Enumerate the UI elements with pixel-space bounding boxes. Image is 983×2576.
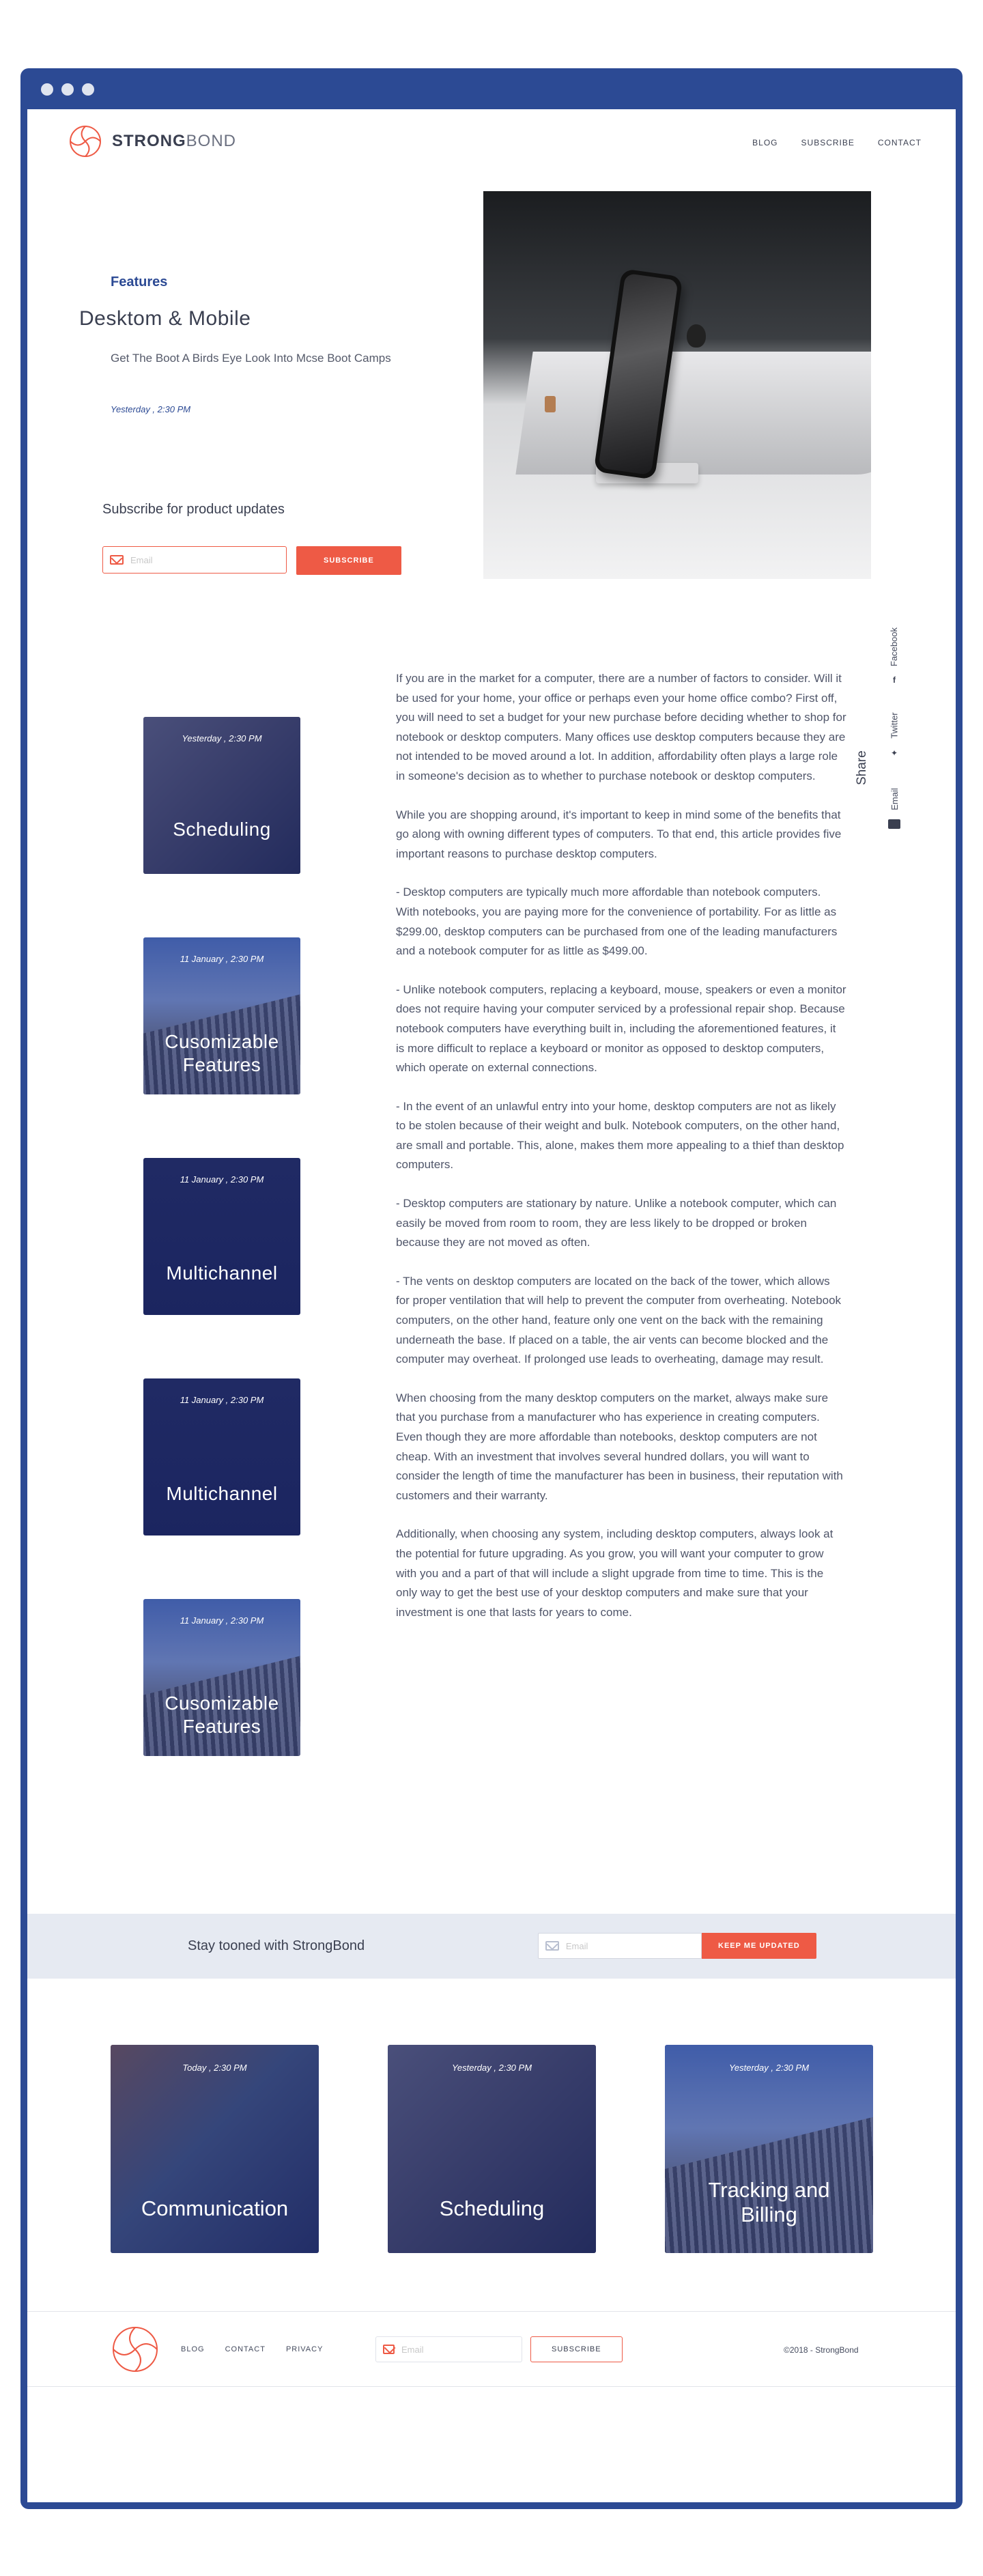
window-close-dot[interactable] [41, 83, 53, 96]
side-card-5[interactable] [143, 1599, 300, 1756]
brand-name: STRONGBOND [112, 132, 237, 150]
newsletter-form [538, 1933, 816, 1959]
card-title: Tracking and Billing [708, 2178, 830, 2226]
newsletter-email-field[interactable] [538, 1933, 702, 1959]
twitter-icon: ✦ [890, 748, 898, 758]
bottom-card-1[interactable] [111, 2045, 319, 2253]
article-paragraph: Additionally, when choosing any system, including desktop computers, always look at the potential for future upgrading. As you grow, you will want your computer to grow with you and a part of that will include a slight upgrade from time to time. This is the only way to get the best use of your desktop computers and make sure that your investment is one that lasts for years to come. [396, 1527, 834, 1619]
share-facebook-label: Facebook [889, 627, 900, 667]
apple-logo-shape [687, 324, 706, 348]
brand-logo[interactable] [68, 124, 236, 158]
article-paragraph: - The vents on desktop computers are located on the back of the tower, which allows for proper ventilation that will help to prevent the computer from overheating. Notebook computers, on the other hand, feature only one vent on the back with the remaining underneath the base. If placed on a table, the air vents can become blocked and the computer may overheat. If prolonged use leads to overheating, damage may result. [396, 1274, 842, 1366]
nav-contact[interactable]: CONTACT [877, 138, 922, 147]
side-card-2[interactable] [143, 937, 300, 1094]
footer-divider-top [27, 2311, 956, 2312]
share-facebook[interactable] [853, 621, 935, 685]
newsletter-band [27, 1914, 956, 1979]
footer-nav-privacy[interactable]: PRIVACY [285, 2345, 324, 2353]
hero-description: Get The Boot A Birds Eye Look Into Mcse Boot Camps [111, 352, 391, 365]
hero-image [483, 191, 871, 579]
browser-window [20, 68, 963, 2509]
card-title: Multichannel [166, 1262, 278, 1284]
article-paragraph: If you are in the market for a computer, there are a number of factors to consider. Will it be used for your home, your office or perhaps even your home office combo? First off, you will need to set a budget for your new purchase before deciding whether to shop for notebook or desktop computers. Many offices use desktop computers because they are not intended to be moved around a lot. In addition, affordability often plays a large role in someone's decision as to whether to purchase notebook or desktop computers. [396, 672, 846, 782]
newsletter-email-input[interactable] [566, 1941, 701, 1951]
window-minimize-dot[interactable] [61, 83, 74, 96]
nav-blog[interactable]: BLOG [752, 138, 778, 147]
share-twitter[interactable] [853, 707, 935, 758]
card-date: 11 January , 2:30 PM [180, 954, 264, 964]
card-date: Yesterday , 2:30 PM [728, 2063, 810, 2073]
article-paragraph: When choosing from the many desktop computers on the market, always make sure that you purchase from a manufacturer who has experience in creating computers. Even though they are more affordable than notebooks, desktop computers are not cheap. With an investment that involves several hundred dollars, you will want to consider the length of time the manufacturer has been in business, their reputation with customers and their warranty. [396, 1391, 843, 1502]
keep-me-updated-button[interactable]: KEEP ME UPDATED [702, 1933, 816, 1959]
footer-subscribe-button[interactable]: SUBSCRIBE [530, 2336, 623, 2362]
card-title: Cusomizable Features [165, 1693, 279, 1737]
share-email[interactable] [853, 782, 935, 829]
facebook-icon: f [893, 675, 896, 685]
subscribe-label: Subscribe for product updates [102, 502, 285, 517]
card-title: Scheduling [439, 2196, 545, 2220]
window-controls [41, 83, 94, 96]
share-twitter-label: Twitter [889, 712, 900, 739]
card-overlay [111, 2045, 319, 2253]
logo-icon [68, 124, 102, 158]
footer-nav-contact[interactable]: CONTACT [225, 2345, 266, 2353]
side-card-3[interactable] [143, 1158, 300, 1315]
mail-icon [110, 555, 124, 565]
newsletter-label: Stay tooned with StrongBond [188, 1938, 365, 1953]
card-date: 11 January , 2:30 PM [180, 1174, 264, 1185]
mail-icon [383, 2345, 395, 2354]
hero-title: Desktom & Mobile [79, 307, 251, 330]
imac-stand-shape [515, 352, 871, 475]
article-body [396, 669, 846, 1641]
footer-email-field[interactable] [375, 2336, 522, 2362]
hero-date: Yesterday , 2:30 PM [111, 404, 191, 414]
card-date: 11 January , 2:30 PM [180, 1615, 264, 1626]
subscribe-email-input[interactable] [130, 555, 267, 565]
footer-nav-blog[interactable]: BLOG [181, 2345, 205, 2353]
footer-subscribe-form [375, 2336, 623, 2362]
card-date: Yesterday , 2:30 PM [451, 2063, 532, 2073]
nav-subscribe[interactable]: SUBSCRIBE [801, 138, 855, 147]
card-date: 11 January , 2:30 PM [180, 1395, 264, 1405]
copyright: ©2018 - StrongBond [784, 2345, 859, 2355]
subscribe-button[interactable]: SUBSCRIBE [296, 546, 401, 575]
subscribe-email-field[interactable] [102, 546, 287, 574]
card-date: Yesterday , 2:30 PM [182, 733, 262, 744]
card-title: Scheduling [173, 819, 271, 840]
article-paragraph: - Desktop computers are typically much more affordable than notebook computers. With notebooks, you are paying more for the convenience of portability. For as little as $299.00, desktop computers can be purchased from one of the leading manufacturers and a notebook computer for as little as $499.00. [396, 886, 838, 958]
page-viewport [27, 109, 956, 2502]
article-paragraph: - In the event of an unlawful entry into your home, desktop computers are not as likely to be stolen because of their weight and bulk. Notebook computers, on the other hand, are small and portable. This, alone, makes them more appealing to a thief than desktop computers. [396, 1099, 844, 1172]
footer-nav [181, 2345, 323, 2353]
side-card-1[interactable] [143, 717, 300, 874]
bottom-card-3[interactable] [665, 2045, 873, 2253]
footer-divider-bottom [27, 2386, 956, 2387]
share-email-label: Email [889, 788, 900, 810]
hero-category[interactable]: Features [111, 274, 168, 289]
card-title: Multichannel [166, 1483, 278, 1504]
footer-logo-icon[interactable] [111, 2325, 160, 2374]
bottom-card-2[interactable] [388, 2045, 596, 2253]
card-overlay [388, 2045, 596, 2253]
top-nav [752, 138, 922, 147]
wood-block-shape [545, 396, 556, 412]
card-title: Communication [141, 2196, 289, 2220]
article-paragraph: - Desktop computers are stationary by nature. Unlike a notebook computer, which can easily be moved from room to room, they are less likely to be dropped or broken because they are not moved as often. [396, 1197, 837, 1249]
mail-icon [545, 1941, 559, 1951]
article-paragraph: While you are shopping around, it's important to keep in mind some of the benefits that go along with owning different types of computers. To that end, this article provides five important reasons to purchase desktop computers. [396, 808, 842, 860]
card-title: Cusomizable Features [165, 1031, 279, 1075]
card-date: Today , 2:30 PM [182, 2063, 247, 2073]
window-maximize-dot[interactable] [82, 83, 94, 96]
side-card-4[interactable] [143, 1378, 300, 1535]
share-label: Share [855, 750, 869, 785]
article-paragraph: - Unlike notebook computers, replacing a keyboard, mouse, speakers or even a monitor does not require having your computer serviced by a professional repair shop. Because notebook computers have everything built in, including the aforementioned features, it is more difficult to replace a keyboard or monitor as opposed to desktop computers, which operate on external connections. [396, 982, 846, 1075]
footer-email-input[interactable] [401, 2345, 522, 2355]
share-bar [853, 601, 935, 840]
email-icon [888, 819, 900, 829]
subscribe-form [102, 546, 401, 575]
